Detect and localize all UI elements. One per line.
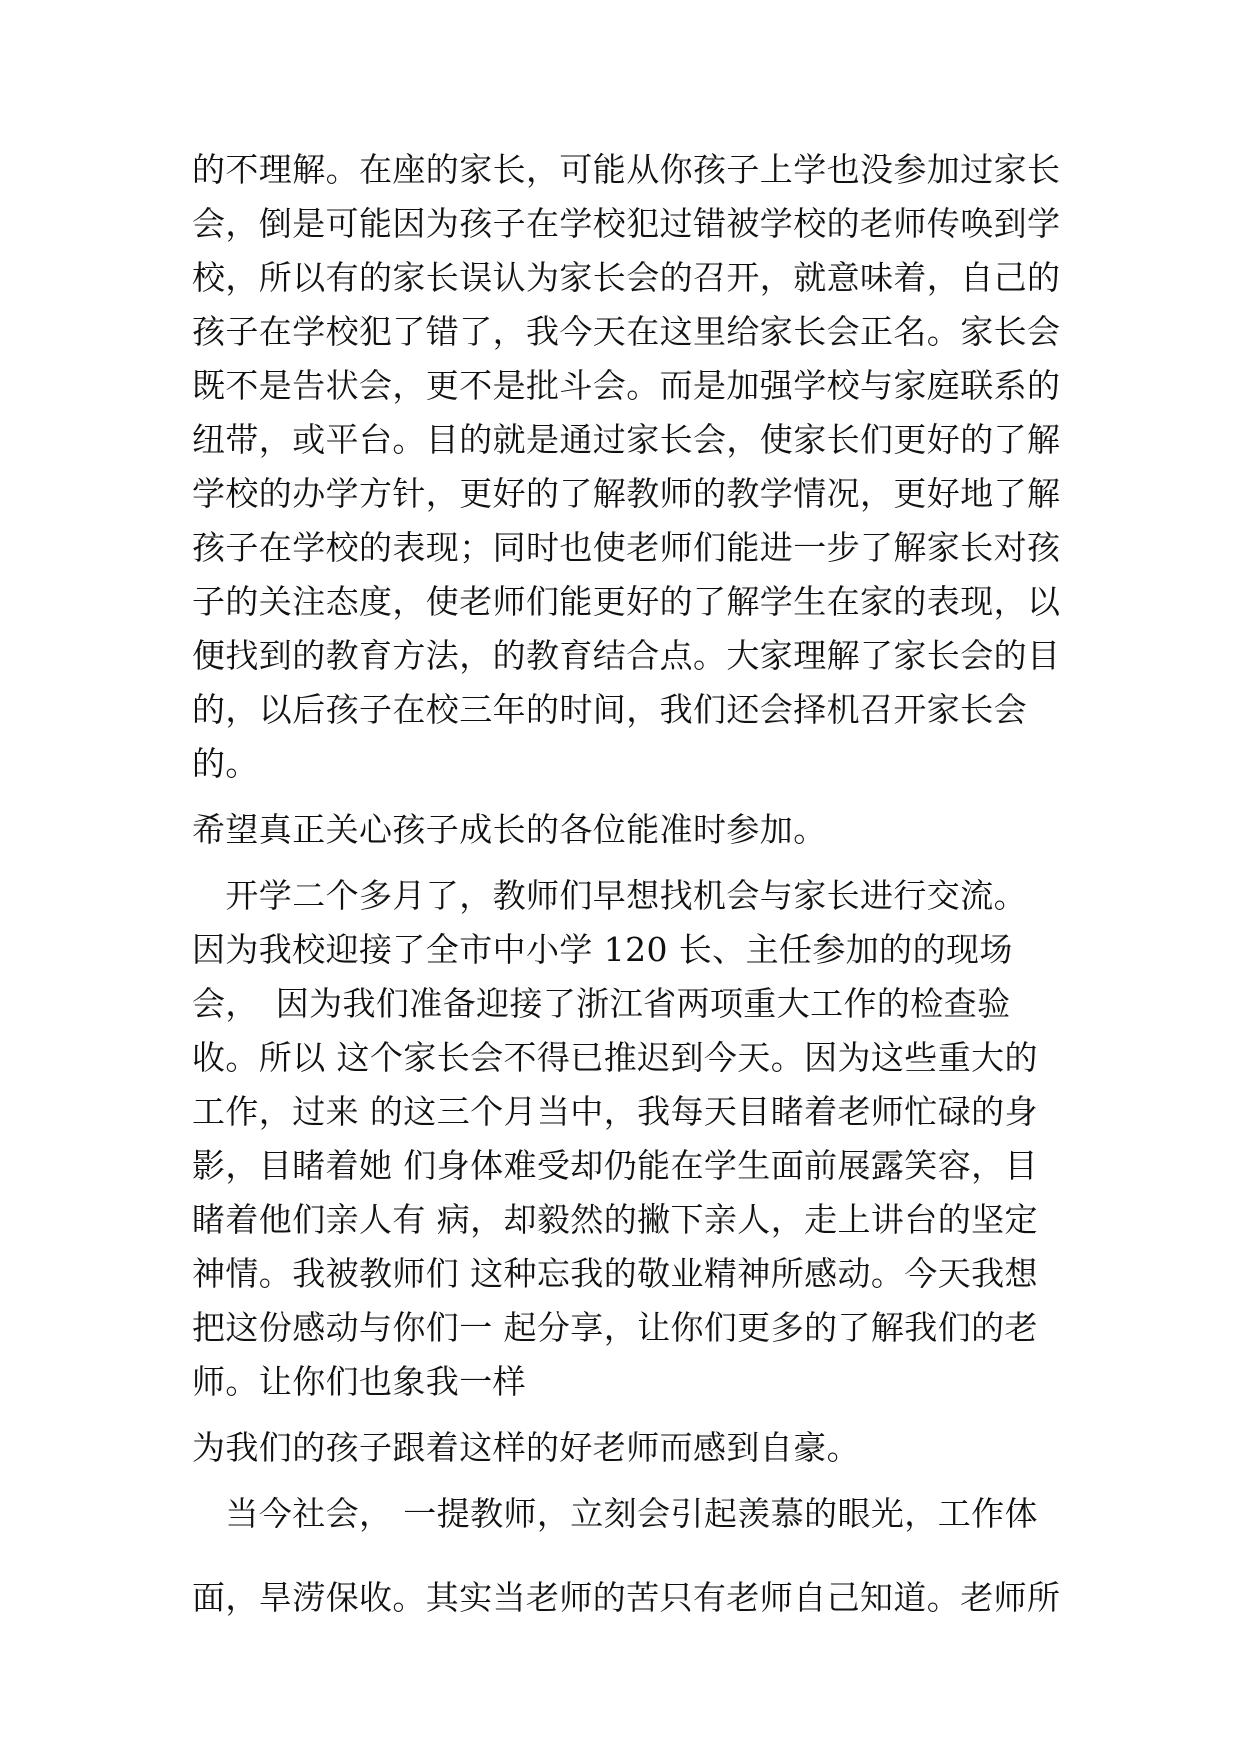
text-line: 的。 [192, 744, 259, 783]
text-line: 神情。我被教师们 这种忘我的敬业精神所感动。今天我想 [192, 1254, 1038, 1293]
text-line: 的，以后孩子在校三年的时间，我们还会择机召开家长会 [192, 690, 1027, 729]
text-line: 孩子在学校犯了错了，我今天在这里给家长会正名。家长会 [192, 312, 1061, 351]
text-line: 会， 因为我们准备迎接了浙江省两项重大工作的检查验 [192, 984, 1011, 1023]
paragraph-line: 希望真正关心孩子成长的各位能准时参加。 [192, 810, 827, 849]
text-line: 子的关注态度，使老师们能更好的了解学生在家的表现，以 [192, 582, 1061, 621]
text-line: 当今社会， 一提教师，立刻会引起羡慕的眼光，工作体 [192, 1494, 1038, 1533]
text-line: 既不是告状会，更不是批斗会。而是加强学校与家庭联系的 [192, 366, 1061, 405]
text-line: 开学二个多月了，教师们早想找机会与家长进行交流。 [192, 876, 1027, 915]
text-line: 把这份感动与你们一 起分享，让你们更多的了解我们的老 [192, 1308, 1038, 1347]
text-line: 校，所以有的家长误认为家长会的召开，就意味着，自己的 [192, 258, 1061, 297]
text-line: 影，目睹着她 们身体难受却仍能在学生面前展露笑容，目 [192, 1146, 1038, 1185]
text-line: 工作，过来 的这三个月当中，我每天目睹着老师忙碌的身 [192, 1092, 1038, 1131]
text-line: 学校的办学方针，更好的了解教师的教学情况，更好地了解 [192, 474, 1061, 513]
text-line: 便找到的教育方法，的教育结合点。大家理解了家长会的目 [192, 636, 1061, 675]
paragraph-line: 为我们的孩子跟着这样的好老师而感到自豪。 [192, 1428, 860, 1467]
text-line: 收。所以 这个家长会不得已推迟到今天。因为这些重大的 [192, 1038, 1038, 1077]
text-line: 会，倒是可能因为孩子在学校犯过错被学校的老师传唤到学 [192, 204, 1061, 243]
text-line: 面，旱涝保收。其实当老师的苦只有老师自己知道。老师所 [192, 1578, 1061, 1617]
text-line: 的不理解。在座的家长，可能从你孩子上学也没参加过家长 [192, 150, 1061, 189]
text-line: 师。让你们也象我一样 [192, 1362, 526, 1401]
text-line: 睹着他们亲人有 病，却毅然的撇下亲人，走上讲台的坚定 [192, 1200, 1038, 1239]
text-line: 因为我校迎接了全市中小学 120 长、主任参加的的现场 [192, 930, 1013, 969]
text-line: 纽带，或平台。目的就是通过家长会，使家长们更好的了解 [192, 420, 1061, 459]
text-line: 孩子在学校的表现；同时也使老师们能进一步了解家长对孩 [192, 528, 1061, 567]
